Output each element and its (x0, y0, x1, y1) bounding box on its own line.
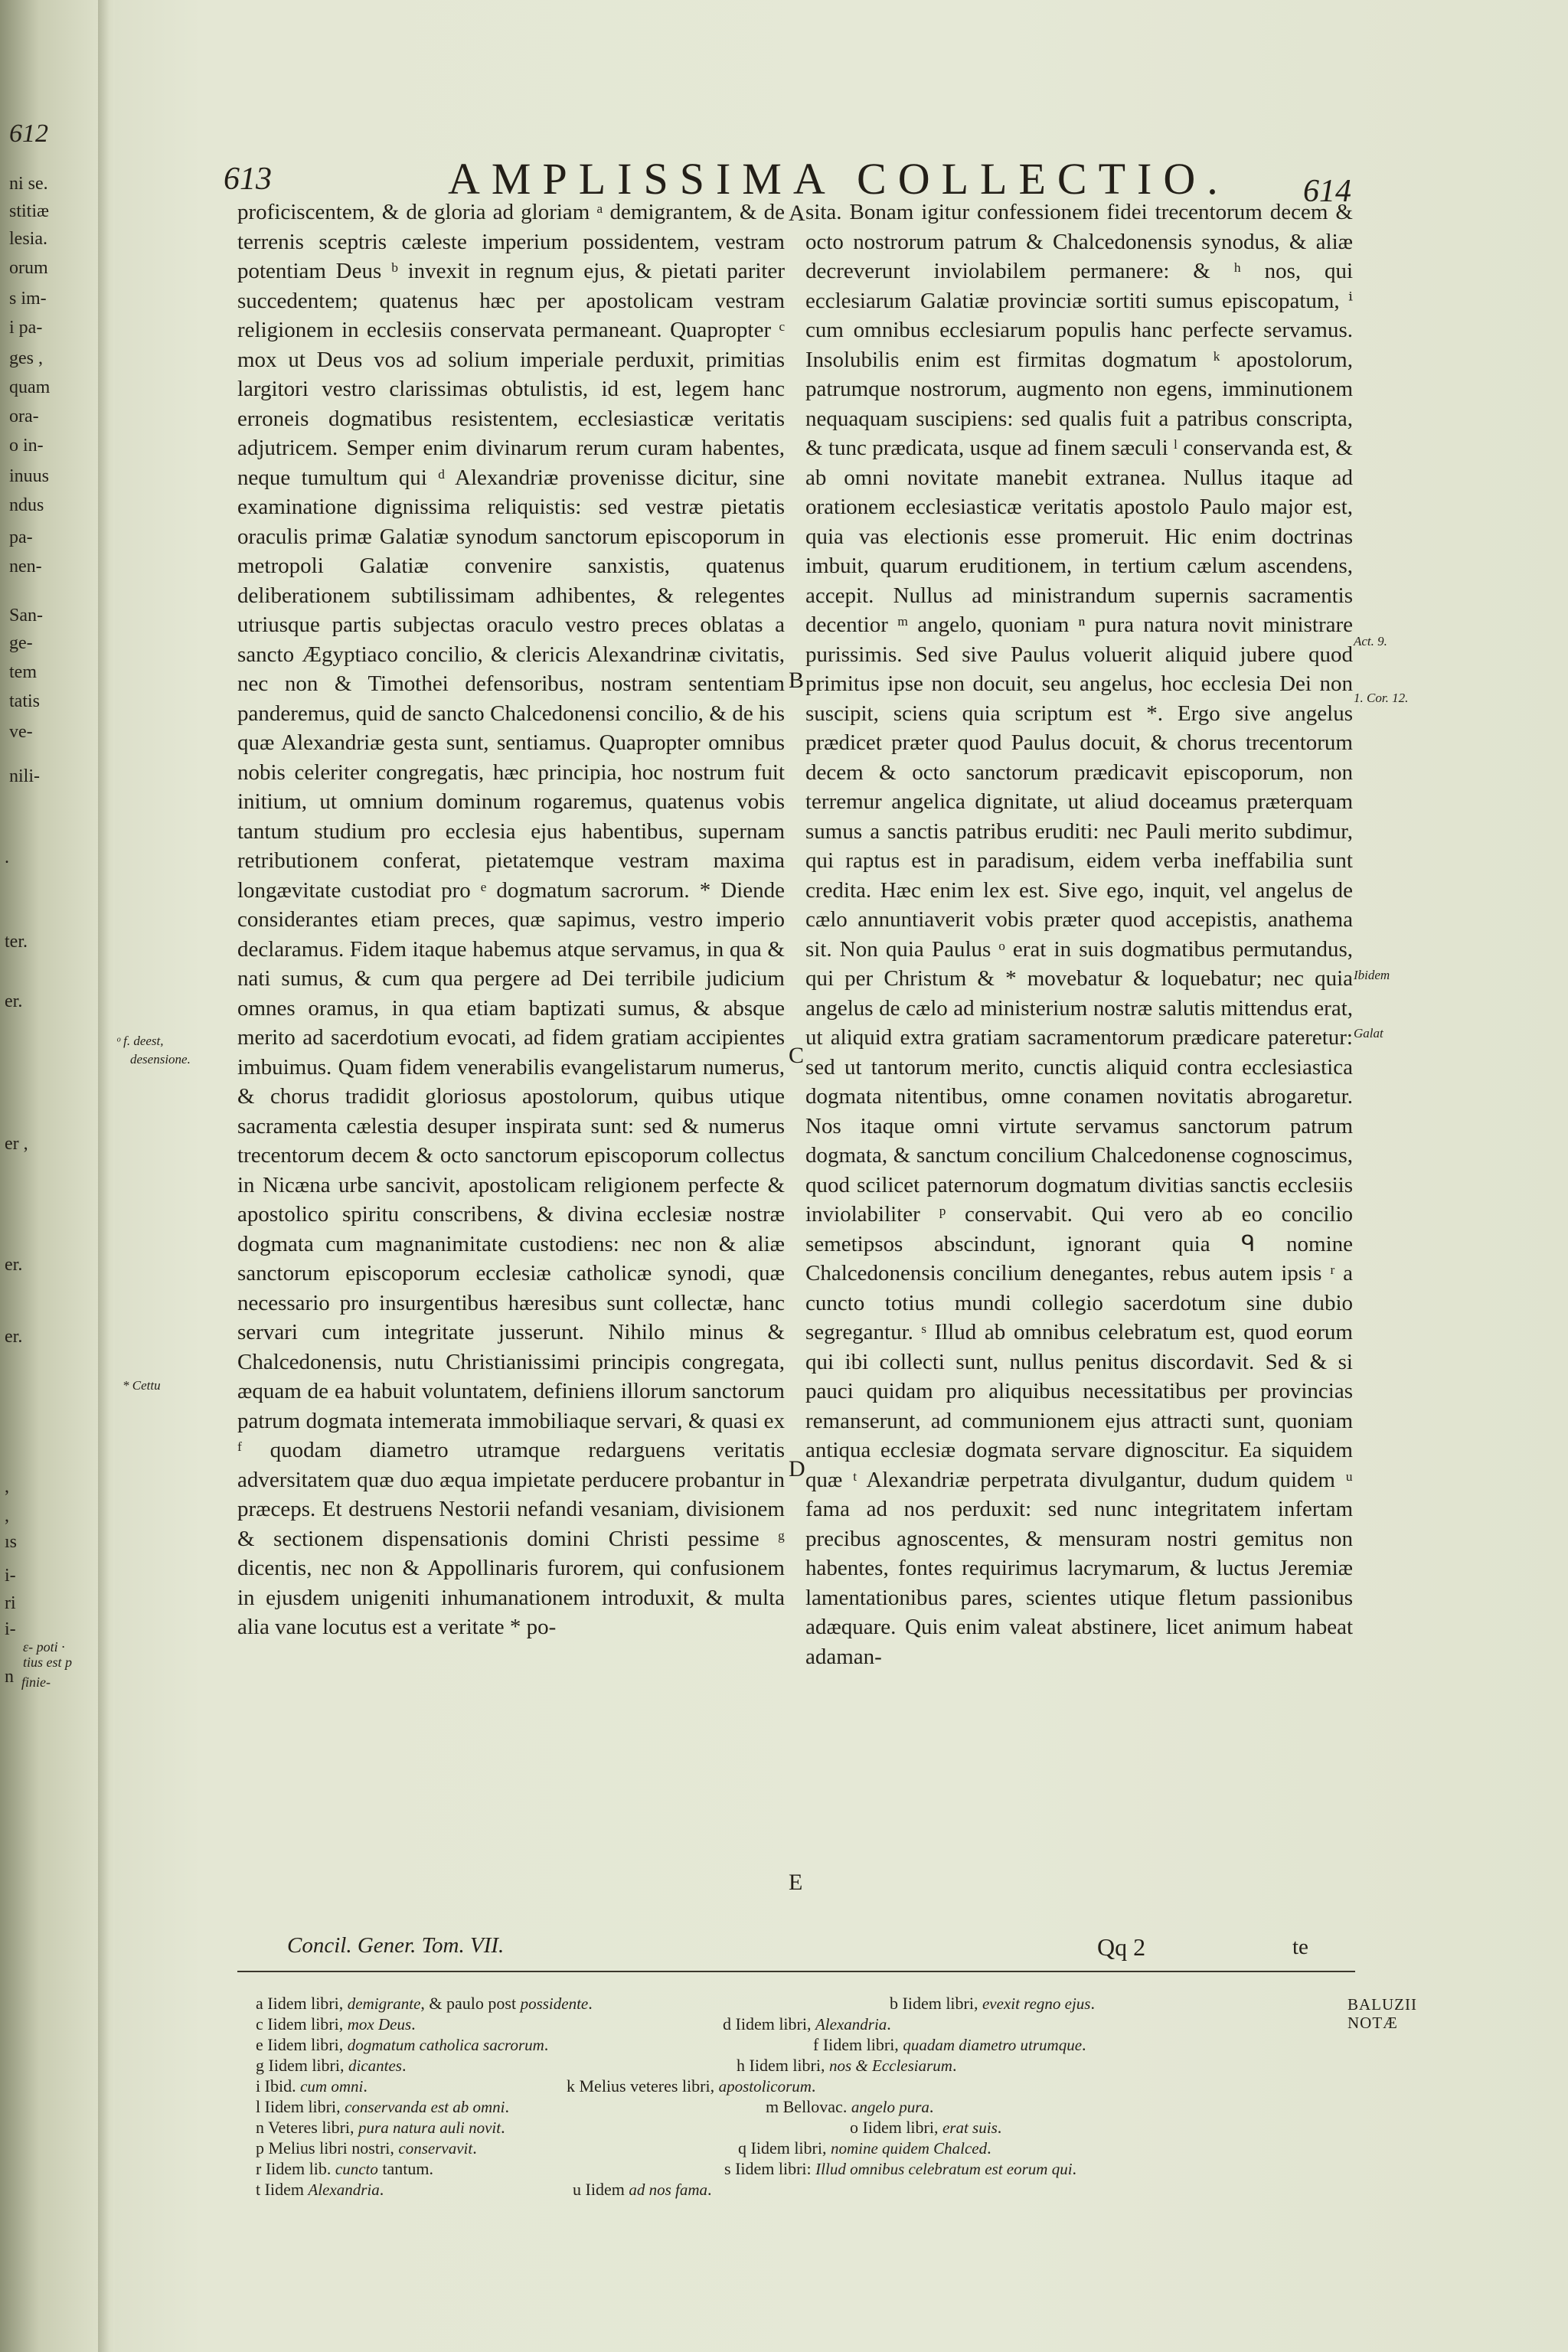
margin-note-right-3: Ibidem (1354, 968, 1390, 982)
signature-mark: Qq 2 (1097, 1933, 1146, 1961)
footnote: k Melius veteres libri, apostolicorum. (567, 2076, 816, 2096)
left-page-fragment: nen- (9, 557, 42, 577)
left-page-fragment: . (5, 848, 9, 867)
left-page-number: 612 (9, 119, 48, 148)
left-page-fragment: ndus (9, 495, 44, 515)
left-page-fragment: er , (5, 1134, 28, 1154)
left-page-fragment: , (5, 1506, 9, 1526)
left-page-fragment: ri (5, 1593, 16, 1613)
section-letter-c: C (789, 1043, 805, 1068)
footnote: g Iidem libri, dicantes. (256, 2056, 407, 2075)
left-page-fragment: lesia. (9, 229, 47, 249)
left-page-fragment: ges , (9, 348, 43, 368)
margin-note-left-3: * Cettu (122, 1378, 161, 1393)
catchword: te (1292, 1935, 1308, 1959)
page-number-left: 613 (224, 162, 272, 197)
section-letter-d: D (789, 1456, 805, 1481)
column-right-text: sita. Bonam igitur confessionem fidei trecentorum decem & octo nostrorum patrum & Chalcedonensis synodus, & aliæ decreverunt inviolabilem permanere: & ʰ nos, qui ecclesiarum Galatiæ provinciæ sortiti sumus episcopatum, ⁱ cum omnibus ecclesiarum populis hanc perfecte servamus. Insolubilis enim est firmitas dogmatum ᵏ apostolorum, patrumque nostrorum, augmento non egens, imminutionem nequaquam suscipiens: sed qualis fuit a patribus conscripta, & tunc prædicata, usque ad finem sæculi ˡ conservanda est, & ab omni novitate manebit extranea. Nullus itaque ad orationem ecclesiasticæ veritatis apostolo Paulo major est, quia vas electionis esse promeruit. Hic enim doctrinas imbuit, quarum eruditionem, in tertium cælum ascendens, accepit. Nullus ad ministrandum supernis sacramentis decentior ᵐ angelo, quoniam ⁿ pura natura novit ministrare purissimis. Sed sive Paulus voluerit aliquid jubere quod primitus ipse non docuit, seu angelus, hoc ecclesia Dei non suscipit, sciens quia scriptum est *. Ergo sive angelus prædicet præter quod Paulus docuit, & chorus trecentorum decem & octo sanctorum prædicavit episcoporum, non terremur angelica dignitate, ut aliud doceamus præterquam sumus a sanctis patribus eruditi: nec Pauli merito subdimur, qui raptus est in paradisum, eidem verba ineffabilia sunt credita. Hæc enim lex est. Sive ego, inquit, vel angelus de cælo annuntiaverit vobis præter quod accepistis, anathema sit. Non quia Paulus ᵒ erat in suis dogmatibus permutandus, qui per Christum & * movebatur & loquebatur; nec quia angelus de cælo ad ministerium nostræ salutis mittendus erat, ut aliquid extra gratiam sacramentorum prædicare pateretur: sed ut tantorum merito, cunctis aliquid contra ecclesiastica dogmata nitentibus, omne conamen novitatis abrogaretur. Nos itaque omni virtute servamus sanctorum patrum dogmata, & sanctum concilium Chalcedonense cognoscimus, quod scilicet paternorum dogmatum divitias sanctis ecclesiis inviolabiliter ᵖ conservabit. Qui vero ab eo concilio semetipsos abscindunt, ignorant quia ᑫ nomine Chalcedonensis concilium denegantes, rebus autem ipsis ʳ a cuncto totius mundi collegio sacerdotum sine dubio segregantur. ˢ Illud ab omnibus celebratum est, quod eorum qui ibi collecti sunt, nullus penitus discordavit. Sed & si pauci quidam pro aliquibus necessitatibus per provincias remanserunt, ad communionem ejus attracti sunt, quoniam antiqua ecclesiæ dogmata servare dignoscitur. Ea siquidem quæ ᵗ Alexandriæ perpetrata divulgantur, dudum quidem ᵘ fama ad nos perduxit: sed nunc integritatem infertam precibus agnoscentes, & mensuram nostri gemitus non habentes, fontes requirimus lacrymarum, & luctus Jeremiæ lamentationibus pares, scientes utique fletum passionibus adæquare. Quis enim valeat abstinere, licet animum habeat adaman- (805, 200, 1353, 1669)
page-number-right: 614 (1303, 174, 1351, 209)
left-page-fragment: o in- (9, 436, 44, 456)
section-letter-e: E (789, 1870, 803, 1895)
left-page-fragment: i- (5, 1619, 16, 1639)
left-page-fragment: er. (5, 1255, 23, 1275)
margin-note-right-4: Galat (1354, 1026, 1383, 1040)
footnote: p Melius libri nostri, conservavit. (256, 2138, 477, 2158)
left-page-fragment: inuus (9, 466, 50, 486)
left-page-fragment: s im- (9, 289, 47, 309)
left-page-fragment: tem (9, 662, 37, 682)
left-page-margin-note: ε- poti · (23, 1639, 65, 1655)
footnote: s Iidem libri: Illud omnibus celebratum est eorum qui. (724, 2159, 1077, 2178)
footnote: h Iidem libri, nos & Ecclesiarum. (737, 2056, 957, 2075)
left-page-fragment: stitiæ (9, 201, 50, 221)
left-page-fragment: ni se. (9, 174, 48, 194)
footnote: l Iidem libri, conservanda est ab omni. (256, 2097, 509, 2116)
section-letter-b: B (789, 668, 805, 693)
footnote: i Ibid. cum omni. (256, 2076, 368, 2096)
running-title: AMPLISSIMA COLLECTIO. (448, 154, 1230, 204)
left-page-fragment: er. (5, 991, 23, 1011)
footnote: m Bellovac. angelo pura. (766, 2097, 934, 2116)
footnote: r Iidem lib. cuncto tantum. (256, 2159, 433, 2178)
left-page-fragment: ge- (9, 633, 33, 653)
left-page-fragment: ora- (9, 407, 39, 426)
margin-note-left-1: ᵒ f. deest, (116, 1034, 164, 1048)
margin-note-right-1: Act. 9. (1354, 634, 1387, 648)
text-column-left (237, 198, 785, 1642)
signature-line: Concil. Gener. Tom. VII. (287, 1933, 505, 1958)
footnote: f Iidem libri, quadam diametro utrumque. (813, 2035, 1086, 2054)
margin-note-right-2: 1. Cor. 12. (1354, 691, 1409, 705)
footnote-rule (237, 1971, 1355, 1972)
footnote: a Iidem libri, demigrante, & paulo post possidente. (256, 1994, 593, 2013)
margin-note-left-2: desensione. (130, 1052, 191, 1067)
left-page-fragment: n (5, 1667, 14, 1687)
left-page-fragment: , (5, 1477, 9, 1497)
section-letter-a: A (789, 201, 805, 226)
left-page-fragment: San- (9, 606, 43, 626)
left-page-margin-note: finie- (21, 1674, 51, 1690)
left-page-fragment: er. (5, 1327, 23, 1347)
left-page-fragment: i- (5, 1566, 16, 1586)
left-page-fragment: ıs (5, 1532, 18, 1552)
left-page-fragment: quam (9, 377, 51, 397)
footnote: b Iidem libri, evexit regno ejus. (890, 1994, 1095, 2013)
footnote: q Iidem libri, nomine quidem Chalced. (738, 2138, 991, 2158)
left-page-fragment: nili- (9, 766, 40, 786)
left-page-fragment: orum (9, 258, 48, 278)
footnote: n Veteres libri, pura natura auli novit. (256, 2118, 505, 2137)
left-page-fragment: ve- (9, 722, 33, 742)
left-page-edge (0, 0, 98, 2352)
left-page-fragment: i pa- (9, 318, 43, 338)
left-page-margin-note: tius est p (23, 1655, 73, 1670)
footnote: u Iidem ad nos fama. (573, 2180, 712, 2199)
left-page-fragment: pa- (9, 528, 33, 547)
footnote: d Iidem libri, Alexandria. (723, 2014, 891, 2034)
text-column-right (805, 198, 1353, 1671)
left-page-fragment: tatis (9, 691, 40, 711)
column-left-text: proficiscentem, & de gloria ad gloriam ᵃ demigrantem, & de terrenis sceptris cæleste imperium possidentem, vestram potentiam Deus ᵇ invexit in regnum ejus, & pietati pariter succedentem; quatenus hæc per apostolicam vestram religionem in ecclesiis conservata permaneant. Quapropter ᶜ mox ut Deus vos ad solium imperiale perduxit, primitias largitori vestro clarissimas obtulistis, id est, legem hanc erroneis dogmatibus resistentem, ecclesiasticæ veritatis adjutricem. Semper enim divinarum rerum curam habentes, neque tumultum qui ᵈ Alexandriæ provenisse dicitur, sine examinatione dignissima reliquistis: sed vestræ pietatis oraculis primæ Galatiæ synodum sanctorum episcoporum in metropoli Galatiæ convenire sanxistis, quatenus deliberationem subtilissimam adhibentes, & relegentes utriusque partis subjectas oraculo vestro preces oblatas a sancto Ægyptiaco concilio, & clericis Alexandrinæ civitatis, nec non & Timothei defensoribus, nostram sententiam panderemus, quid de sancto Chalcedonensi concilio, & de his quæ Alexandriæ gesta sunt, sentiamus. Quapropter omnibus nobis celeriter congregatis, hæc principia, hoc nostrum fuit initium, ut omnium dominum rogaremus, quatenus vobis tantum studium pro ecclesia ejus habentibus, supernam retributionem conferat, pietatemque vestram maxima longævitate custodiat pro ᵉ dogmatum sacrorum. * Diende considerantes etiam preces, quæ sapimus, vestro imperio declaramus. Fidem itaque habemus atque servamus, in qua & nati sumus, & cum qua pergere ad Dei terribile judicium omnes oramus, in qua etiam baptizati sumus, & absque merito ad sacerdotium evocati, ad fidem gratiam accipientes imbuimus. Quam fidem venerabilis evangelistarum numerus, & chorus tradidit gloriosus apostolorum, quibus utique sacramenta cælestia desuper inspirata sunt: sed & numerus trecentorum decem & octo sanctorum episcoporum collectus in Nicæna urbe sancivit, apostolicam religionem perfecte & apostolico spiritu conscribens, & divina ecclesiæ nostræ dogmata cum magnanimitate custodiens: nec non & aliæ sanctorum episcoporum ecclesiæ catholicæ synodi, quæ necessario pro insurgentibus hæresibus sunt collectæ, hanc servari cum integritate jusserunt. Nihilo minus & Chalcedonensis, nutu Christianissimi principis congregata, æquam de ea habuit voluntatem, definiens illorum sanctorum patrum dogmata intemerata immobiliaque servari, & quasi ex ᶠ quodam diametro utramque redarguens veritatis adversitatem quæ duo æqua impietate perducere probantur in præceps. Et destruens Nestorii nefandi vesaniam, divisionem & sectionem dispensationis domini Christi pessime ᵍ dicentis, nec non & Appollinaris furorem, qui confusionem in ejusdem unigeniti inhumanationem introduxit, & multa alia vane locutus est a veritate * po- (237, 200, 785, 1639)
left-page-fragment: ter. (5, 932, 28, 952)
footnote: o Iidem libri, erat suis. (850, 2118, 1002, 2137)
footnote: e Iidem libri, dogmatum catholica sacrorum. (256, 2035, 549, 2054)
footnote: t Iidem Alexandria. (256, 2180, 384, 2199)
notes-title: BALUZII NOTÆ (1348, 1995, 1417, 2032)
footnote: c Iidem libri, mox Deus. (256, 2014, 416, 2034)
